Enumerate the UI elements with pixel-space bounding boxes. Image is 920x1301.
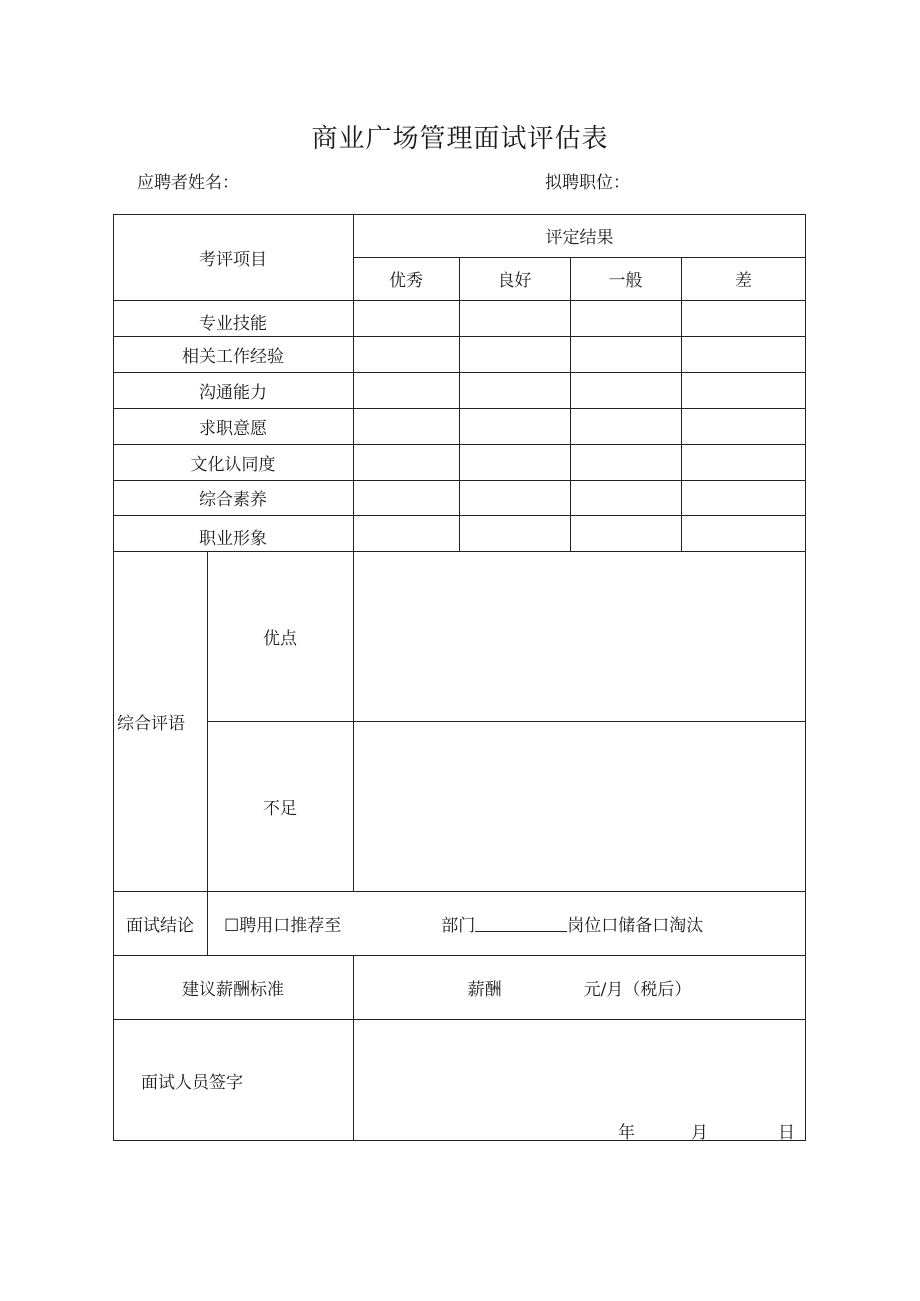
salary-value: [353, 955, 806, 1019]
item-professional-skills: 专业技能: [199, 314, 267, 334]
item-job-intention: 求职意愿: [199, 418, 267, 439]
conclusion-options-hire-recommend: ☐聘用口推荐至: [224, 915, 342, 936]
salary-label: 建议薪酬标准: [182, 979, 284, 1000]
grade-divider-3: [681, 257, 682, 551]
item-header: 考评项目: [199, 249, 267, 270]
item-culture-fit: 文化认同度: [190, 454, 276, 475]
date-year: 年: [618, 1123, 635, 1143]
item-overall-quality: 综合素养: [199, 490, 267, 510]
evaluation-table: [113, 214, 806, 1141]
grade-good: 良好: [497, 271, 532, 291]
dept-blank-line: [475, 915, 567, 932]
salary-unit: 元/月（税后）: [583, 979, 692, 1000]
date-day: 日: [778, 1123, 795, 1143]
conclusion-dept-label: 部门: [441, 915, 476, 936]
grade-excellent: 优秀: [389, 271, 423, 291]
form-title: 商业广场管理面试评估表: [311, 124, 609, 154]
conclusion-label: 面试结论: [126, 915, 194, 936]
weaknesses-label: 不足: [263, 798, 297, 819]
item-professional-image: 职业形象: [199, 529, 267, 549]
date-month: 月: [691, 1123, 708, 1143]
grade-average: 一般: [608, 271, 643, 291]
position-label: 拟聘职位：: [545, 173, 630, 193]
grade-poor: 差: [735, 271, 752, 291]
comments-label: 综合评语: [117, 713, 185, 734]
item-communication: 沟通能力: [199, 382, 267, 403]
grade-divider-1: [459, 257, 460, 551]
conclusion-options-post-reserve-eliminate: 岗位口储备口淘汰: [567, 915, 704, 936]
signature-label: 面试人员签字: [141, 1072, 243, 1093]
applicant-name-label: 应聘者姓名：: [137, 173, 239, 193]
salary-prefix: 薪酬: [467, 979, 502, 1000]
result-header: 评定结果: [545, 228, 614, 248]
strengths-label: 优点: [263, 628, 297, 649]
item-work-experience: 相关工作经验: [182, 346, 284, 367]
conclusion-options: [224, 891, 794, 955]
grade-divider-2: [570, 257, 571, 551]
